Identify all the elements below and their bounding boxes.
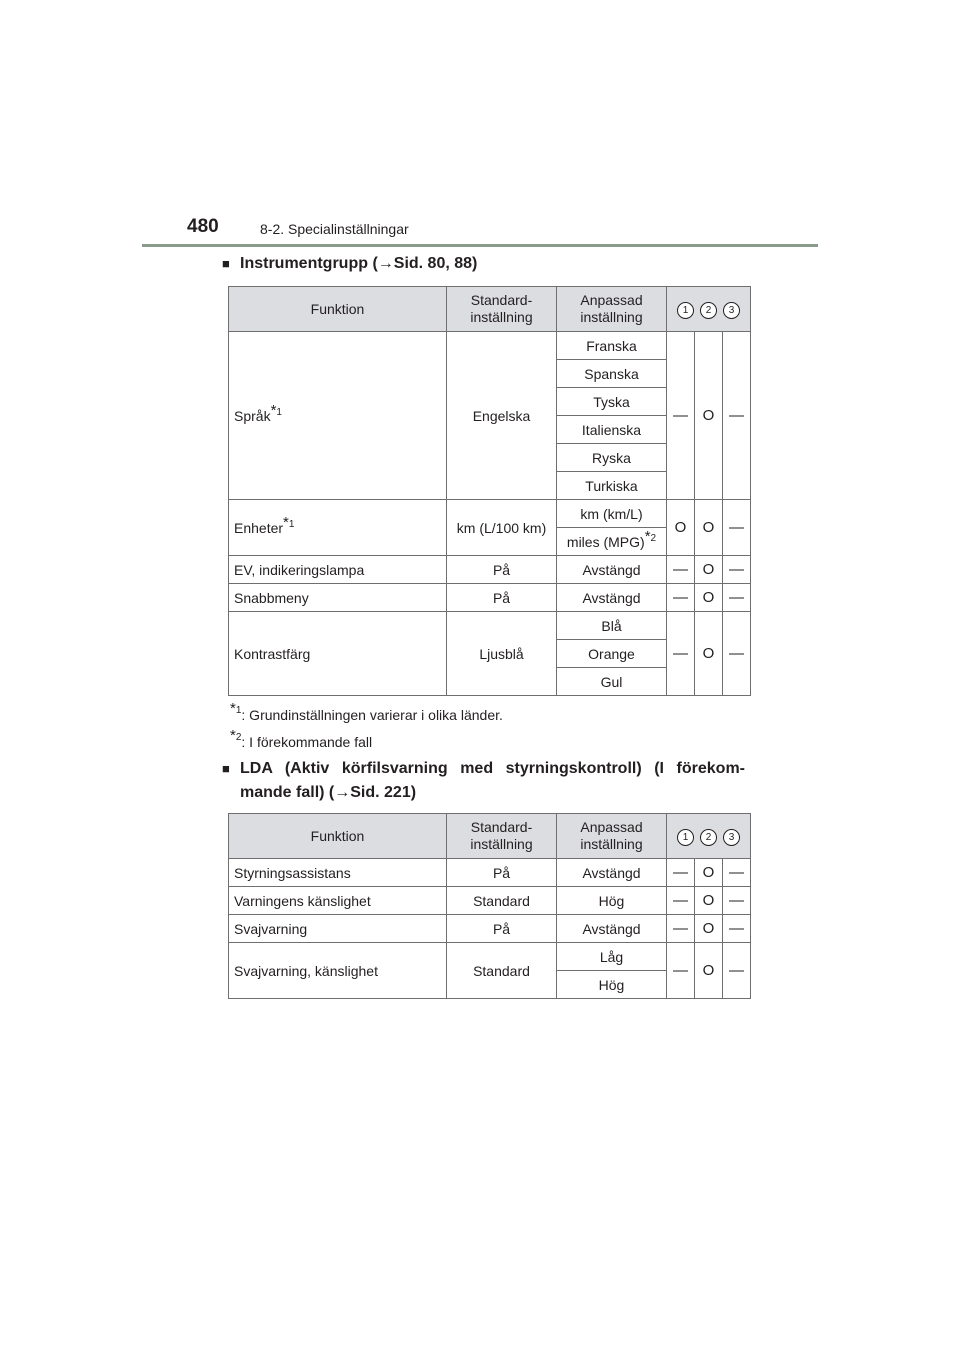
option-cell: Hög — [557, 887, 667, 915]
table-row — [229, 887, 751, 915]
section-title-text: LDA (Aktiv körfilsvarning med styrningskontroll) (I förekom-mande fall) ( — [240, 760, 745, 801]
square-bullet-icon: ■ — [222, 761, 230, 776]
method-2-cell: O — [695, 332, 723, 500]
footnote-1: $^{*1}$: Grundinställningen varierar i olika länder. — [230, 700, 503, 723]
page-reference-link[interactable]: Sid. 221) — [350, 784, 417, 801]
page-number: 480 — [187, 216, 219, 237]
method-2-cell: O — [695, 859, 723, 887]
function-cell: Varningens känslighet — [229, 887, 447, 915]
method-2-cell: O — [695, 915, 723, 943]
default-cell: På — [447, 859, 557, 887]
circled-number-2-icon: 2 — [700, 829, 717, 846]
arrow-right-icon: → — [334, 784, 351, 801]
option-cell: Avstängd — [557, 859, 667, 887]
option-cell: Låg — [557, 943, 667, 971]
default-cell: På — [447, 584, 557, 612]
header-custom: Anpassad inställning — [557, 814, 667, 859]
function-cell: Enheter$^{*1}$ — [229, 500, 447, 556]
method-1-cell: — — [667, 584, 695, 612]
table-row — [229, 556, 751, 584]
header-default: Standard- inställning — [447, 287, 557, 332]
page-reference-link[interactable]: Sid. 80, 88) — [393, 255, 478, 272]
instrument-settings-table — [228, 286, 751, 696]
footnote-2: $^{*2}$: I förekommande fall — [230, 727, 373, 750]
table-row — [229, 859, 751, 887]
option-cell: Avstängd — [557, 556, 667, 584]
table-row — [229, 584, 751, 612]
circled-number-2-icon: 2 — [700, 302, 717, 319]
section-title-lda — [222, 757, 750, 805]
option-cell: miles (MPG)$^{*2}$ — [557, 528, 667, 556]
option-cell: Avstängd — [557, 915, 667, 943]
circled-number-3-icon: 3 — [723, 302, 740, 319]
method-2-cell: O — [695, 887, 723, 915]
header-divider — [142, 244, 818, 247]
method-3-cell: — — [723, 332, 751, 500]
running-header: 8-2. Specialinställningar — [260, 221, 409, 237]
square-bullet-icon: ■ — [222, 256, 230, 271]
function-cell: Kontrastfärg — [229, 612, 447, 696]
option-cell: Orange — [557, 640, 667, 668]
section-title-instrumentgrupp — [222, 252, 750, 277]
method-1-cell: O — [667, 500, 695, 556]
option-cell: Ryska — [557, 444, 667, 472]
option-cell: Spanska — [557, 360, 667, 388]
method-3-cell: — — [723, 612, 751, 696]
function-cell: Svajvarning, känslighet — [229, 943, 447, 999]
circled-number-1-icon: 1 — [677, 302, 694, 319]
method-1-cell: — — [667, 556, 695, 584]
option-cell: Italienska — [557, 416, 667, 444]
header-custom: Anpassad inställning — [557, 287, 667, 332]
header-method-columns — [667, 814, 751, 859]
table-row — [229, 500, 751, 528]
method-2-cell: O — [695, 556, 723, 584]
method-3-cell: — — [723, 915, 751, 943]
method-3-cell: — — [723, 584, 751, 612]
default-cell: km (L/100 km) — [447, 500, 557, 556]
default-cell: Ljusblå — [447, 612, 557, 696]
table-row — [229, 943, 751, 971]
option-cell: Franska — [557, 332, 667, 360]
method-3-cell: — — [723, 500, 751, 556]
method-1-cell: — — [667, 332, 695, 500]
function-cell: Svajvarning — [229, 915, 447, 943]
lda-settings-table — [228, 813, 751, 999]
function-cell: Snabbmeny — [229, 584, 447, 612]
section-title-text: Instrumentgrupp ( — [240, 255, 378, 272]
option-cell: Hög — [557, 971, 667, 999]
function-cell: EV, indikeringslampa — [229, 556, 447, 584]
circled-number-3-icon: 3 — [723, 829, 740, 846]
default-cell: På — [447, 556, 557, 584]
method-2-cell: O — [695, 943, 723, 999]
method-3-cell: — — [723, 859, 751, 887]
circled-number-1-icon: 1 — [677, 829, 694, 846]
method-1-cell: — — [667, 943, 695, 999]
method-1-cell: — — [667, 859, 695, 887]
option-cell: Avstängd — [557, 584, 667, 612]
function-cell: Språk$^{*1}$ — [229, 332, 447, 500]
option-cell: Tyska — [557, 388, 667, 416]
method-1-cell: — — [667, 915, 695, 943]
method-2-cell: O — [695, 612, 723, 696]
option-cell: Gul — [557, 668, 667, 696]
default-cell: På — [447, 915, 557, 943]
header-function: Funktion — [229, 287, 447, 332]
function-cell: Styrningsassistans — [229, 859, 447, 887]
method-2-cell: O — [695, 584, 723, 612]
table-header-row — [229, 814, 751, 859]
table-row — [229, 332, 751, 360]
method-2-cell: O — [695, 500, 723, 556]
header-default: Standard- inställning — [447, 814, 557, 859]
method-1-cell: — — [667, 887, 695, 915]
method-1-cell: — — [667, 612, 695, 696]
default-cell: Standard — [447, 887, 557, 915]
default-cell: Engelska — [447, 332, 557, 500]
table-row — [229, 612, 751, 640]
method-3-cell: — — [723, 943, 751, 999]
option-cell: Turkiska — [557, 472, 667, 500]
header-method-columns — [667, 287, 751, 332]
default-cell: Standard — [447, 943, 557, 999]
method-3-cell: — — [723, 556, 751, 584]
header-function: Funktion — [229, 814, 447, 859]
method-3-cell: — — [723, 887, 751, 915]
table-header-row — [229, 287, 751, 332]
option-cell: km (km/L) — [557, 500, 667, 528]
table-row — [229, 915, 751, 943]
option-cell: Blå — [557, 612, 667, 640]
arrow-right-icon: → — [377, 255, 394, 272]
